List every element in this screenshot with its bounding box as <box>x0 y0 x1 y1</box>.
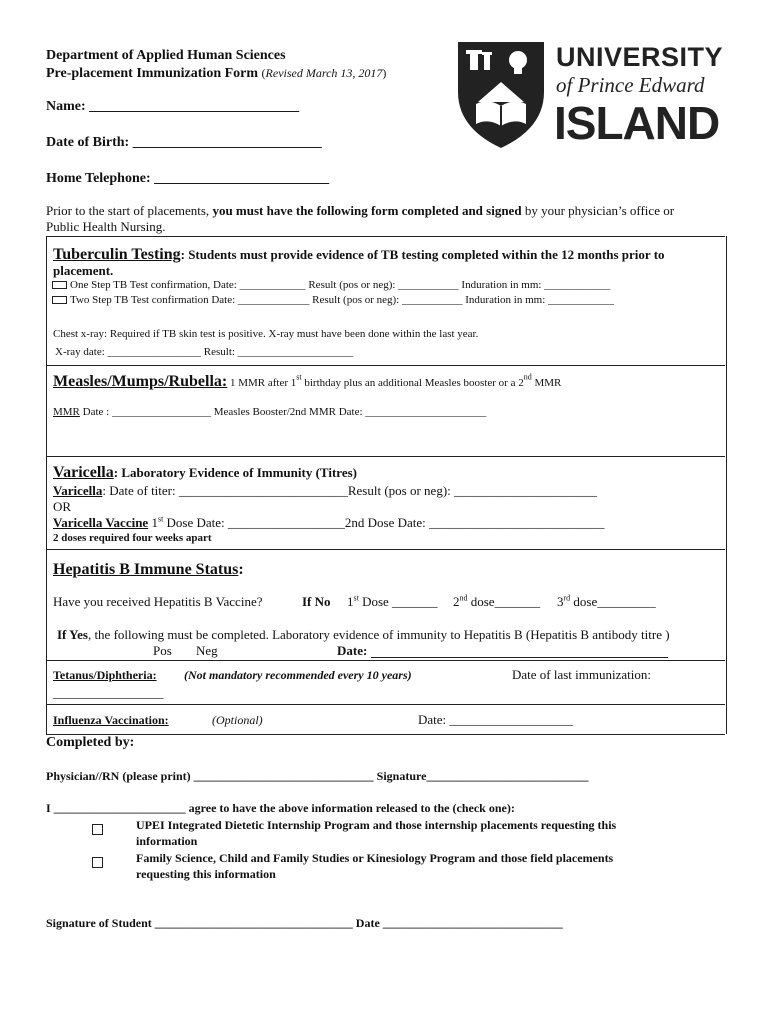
phone-field[interactable]: Home Telephone: _________________________ <box>46 171 330 186</box>
physician-signature-line[interactable]: Physician//RN (please print) ______________________________ Signature___________________________ <box>46 769 589 783</box>
mmr-date-field[interactable] <box>53 406 486 418</box>
tb-heading-label: Tuberculin Testing <box>53 246 181 263</box>
intro-text-a: Prior to the start of placements, <box>46 203 213 218</box>
divider-mmr <box>46 365 725 366</box>
mmr-text-a: 1 MMR after 1 <box>227 377 297 389</box>
university-logo <box>456 40 726 150</box>
tetanus-note: (Not mandatory recommended every 10 years) <box>184 668 412 682</box>
influenza-date-field[interactable]: Date: ___________________ <box>418 712 573 727</box>
option1-text-line2: information <box>136 834 198 848</box>
intro-text-bold: you must have the following form completed and signed <box>212 203 522 218</box>
two-step-checkbox[interactable] <box>52 296 67 304</box>
varicella-titer-label: Varicella <box>53 483 103 498</box>
divider-tetanus <box>46 660 725 661</box>
varicella-heading <box>53 464 357 482</box>
intro-text-b: by your physician’s office or <box>521 203 675 218</box>
intro-line1 <box>46 203 674 219</box>
logo-line-university: UNIVERSITY <box>556 42 724 72</box>
divider-varicella <box>46 456 725 457</box>
varicella-vaccine-label: Varicella Vaccine <box>53 515 149 530</box>
tb-heading-line2: placement. <box>53 263 114 278</box>
option1-text: UPEI Integrated Dietetic Internship Program and those internship placements requesting this <box>136 818 617 832</box>
vaccine-text-a: 1 <box>148 515 158 530</box>
mmr-heading <box>53 373 561 391</box>
dob-field[interactable]: Date of Birth: ___________________________ <box>46 135 322 150</box>
completed-by-heading: Completed by: <box>46 735 135 750</box>
revised-close: ) <box>382 66 387 80</box>
one-step-text: One Step TB Test confirmation, Date: ____________ Result (pos or neg): ___________ Induration in mm: ____________ <box>70 279 611 291</box>
hepb-ifno: If No <box>302 594 331 609</box>
mmr-text-b: birthday plus an additional Measles booster or a 2 <box>301 377 524 389</box>
form-title-text: Pre-placement Immunization Form <box>46 66 259 81</box>
checkbox-icon <box>92 857 103 868</box>
xray-date-field[interactable]: X-ray date: _________________ Result: _____________________ <box>55 346 354 358</box>
tb-two-step-row <box>52 294 614 306</box>
revised-date: Revised March 13, 2017 <box>265 66 383 80</box>
dose3-text: dose_________ <box>570 594 656 609</box>
dose1-num: 1 <box>347 594 354 609</box>
influenza-label: Influenza Vaccination: <box>53 713 169 727</box>
hepb-heading-colon: : <box>238 561 244 578</box>
varicella-heading-rest: : Laboratory Evidence of Immunity (Titres) <box>113 465 357 480</box>
student-signature-line[interactable]: Signature of Student _________________________________ Date ______________________________ <box>46 916 563 930</box>
tb-one-step-row <box>52 279 610 291</box>
university-crest-icon <box>456 40 546 150</box>
hepb-dose1[interactable] <box>347 594 438 610</box>
hepb-ifyes-text: , the following must be completed. Laboratory evidence of immunity to Hepatitis B (Hepatitis B antibody titre ) <box>87 627 670 642</box>
mmr-date-line: Date : __________________ Measles Booster/2nd MMR Date: ______________________ <box>79 406 487 418</box>
mmr-text-c: MMR <box>531 377 562 389</box>
hepb-question: Have you received Hepatitis B Vaccine? <box>53 594 263 609</box>
dose1-text: Dose _______ <box>358 594 438 609</box>
influenza-note: (Optional) <box>212 713 263 727</box>
hepb-heading-label: Hepatitis B Immune Status <box>53 561 239 578</box>
option2-checkbox[interactable] <box>92 853 103 871</box>
mmr-sup2: nd <box>523 372 532 382</box>
varicella-heading-label: Varicella <box>53 464 114 481</box>
dose3-sup: rd <box>563 593 571 603</box>
intro-line2: Public Health Nursing. <box>46 219 166 234</box>
divider-influenza <box>46 704 725 705</box>
hepb-ifyes-label: If Yes <box>57 627 88 642</box>
varicella-or: OR <box>53 499 72 514</box>
checkbox-icon <box>92 824 103 835</box>
dose3-num: 3 <box>557 594 564 609</box>
dose2-num: 2 <box>453 594 460 609</box>
vaccine-sup: st <box>157 514 164 524</box>
table-bottom-border <box>46 734 725 735</box>
dose1-sup: st <box>353 593 359 603</box>
hepb-dose3[interactable] <box>557 594 656 610</box>
tb-heading <box>53 246 665 264</box>
vaccine-text-b: Dose Date: __________________2nd Dose Date: ___________________________ <box>163 515 605 530</box>
varicella-titer-field[interactable] <box>53 483 597 499</box>
chest-xray-note: Chest x-ray: Required if TB skin test is positive. X-ray must have been done within the last year. <box>53 328 479 340</box>
option2-text-line2: requesting this information <box>136 867 276 881</box>
logo-line-pei: of Prince Edward <box>556 73 705 97</box>
form-title <box>46 66 386 82</box>
two-step-text: Two Step TB Test confirmation Date: _____________ Result (pos or neg): ___________ Induration in mm: ____________ <box>70 294 615 306</box>
hepb-neg[interactable]: Neg <box>196 643 218 658</box>
tetanus-date-label: Date of last immunization: <box>512 667 651 682</box>
mmr-heading-label: Measles/Mumps/Rubella: <box>53 373 228 390</box>
revised-open: ( <box>261 66 266 80</box>
option2-text: Family Science, Child and Family Studies or Kinesiology Program and those field placements <box>136 851 614 865</box>
dose2-sup: nd <box>459 593 468 603</box>
divider-hepb <box>46 549 725 550</box>
hepb-pos[interactable]: Pos <box>153 643 172 658</box>
mmr-date-label: MMR <box>53 406 80 418</box>
tb-heading-rest: : Students must provide evidence of TB testing completed within the 12 months prior to <box>180 247 665 262</box>
hepb-ifyes-line <box>57 627 722 643</box>
consent-line[interactable]: I ______________________ agree to have the above information released to the (check one): <box>46 801 515 815</box>
tetanus-label: Tetanus/Diphtheria: <box>53 668 157 682</box>
mmr-sup1: st <box>296 372 302 382</box>
varicella-titer-line: : Date of titer: __________________________Result (pos or neg): ______________________ <box>102 483 598 498</box>
option1-checkbox[interactable] <box>92 820 103 838</box>
hepb-date-label: Date: <box>337 643 368 658</box>
hepb-dose2[interactable] <box>453 594 540 610</box>
varicella-vaccine-field[interactable] <box>53 515 605 531</box>
name-field[interactable]: Name: ______________________________ <box>46 99 300 114</box>
department-title: Department of Applied Human Sciences <box>46 48 286 63</box>
hepb-heading <box>53 561 244 579</box>
tetanus-date-field[interactable]: _________________ <box>53 685 164 700</box>
logo-line-island: ISLAND <box>554 97 720 149</box>
varicella-note: 2 doses required four weeks apart <box>53 532 212 544</box>
hepb-date-line[interactable] <box>371 657 668 658</box>
dose2-text: dose_______ <box>467 594 541 609</box>
one-step-checkbox[interactable] <box>52 281 67 289</box>
